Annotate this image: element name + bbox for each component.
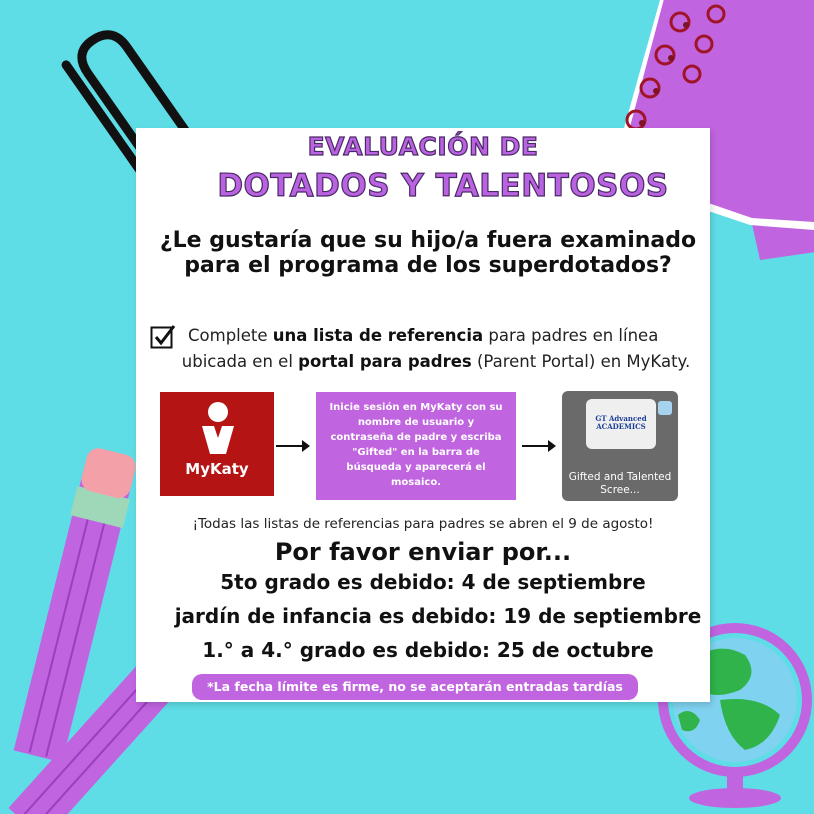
lock-icon — [658, 401, 672, 415]
arrow-icon — [276, 438, 310, 454]
checkbox-icon — [150, 324, 176, 350]
gifted-tile — [562, 391, 678, 501]
deadline-5th: 5to grado es debido: 4 de septiembre — [220, 570, 646, 594]
gt-logo-text: GT Advanced ACADEMICS — [595, 414, 647, 431]
mykaty-logo — [160, 392, 274, 496]
title-line-2: DOTADOS Y TALENTOSOS — [217, 168, 669, 204]
login-instructions: Inicie sesión en MyKaty con su nombre de usuario y contraseña de padre y escriba "Gifted" en la barra de búsqueda y aparecerá el mosaico. — [316, 392, 516, 500]
title-line-1: EVALUACIÓN DE — [307, 132, 539, 161]
submit-heading: Por favor enviar por... — [274, 538, 572, 566]
flyer-card — [136, 128, 710, 702]
open-date: ¡Todas las listas de referencias para padres se abren el 9 de agosto! — [192, 516, 654, 532]
tile-label: Gifted and Talented Scree... — [568, 471, 672, 496]
mykaty-label: MyKaty — [185, 460, 249, 478]
deadline-1-4: 1.° a 4.° grado es debido: 25 de octubre — [202, 638, 654, 662]
question-heading: ¿Le gustaría que su hijo/a fuera examinado para el programa de los superdotados? — [159, 228, 697, 278]
instructions-line-1: Complete una lista de referencia para padres en línea — [188, 326, 659, 345]
arrow-icon — [522, 438, 556, 454]
deadline-kinder: jardín de infancia es debido: 19 de septiembre — [174, 604, 702, 628]
instructions-line-2: ubicada en el portal para padres (Parent Portal) en MyKaty. — [181, 352, 691, 371]
person-icon — [198, 398, 238, 454]
deadline-note: *La fecha límite es firme, no se aceptarán entradas tardías — [192, 674, 638, 700]
